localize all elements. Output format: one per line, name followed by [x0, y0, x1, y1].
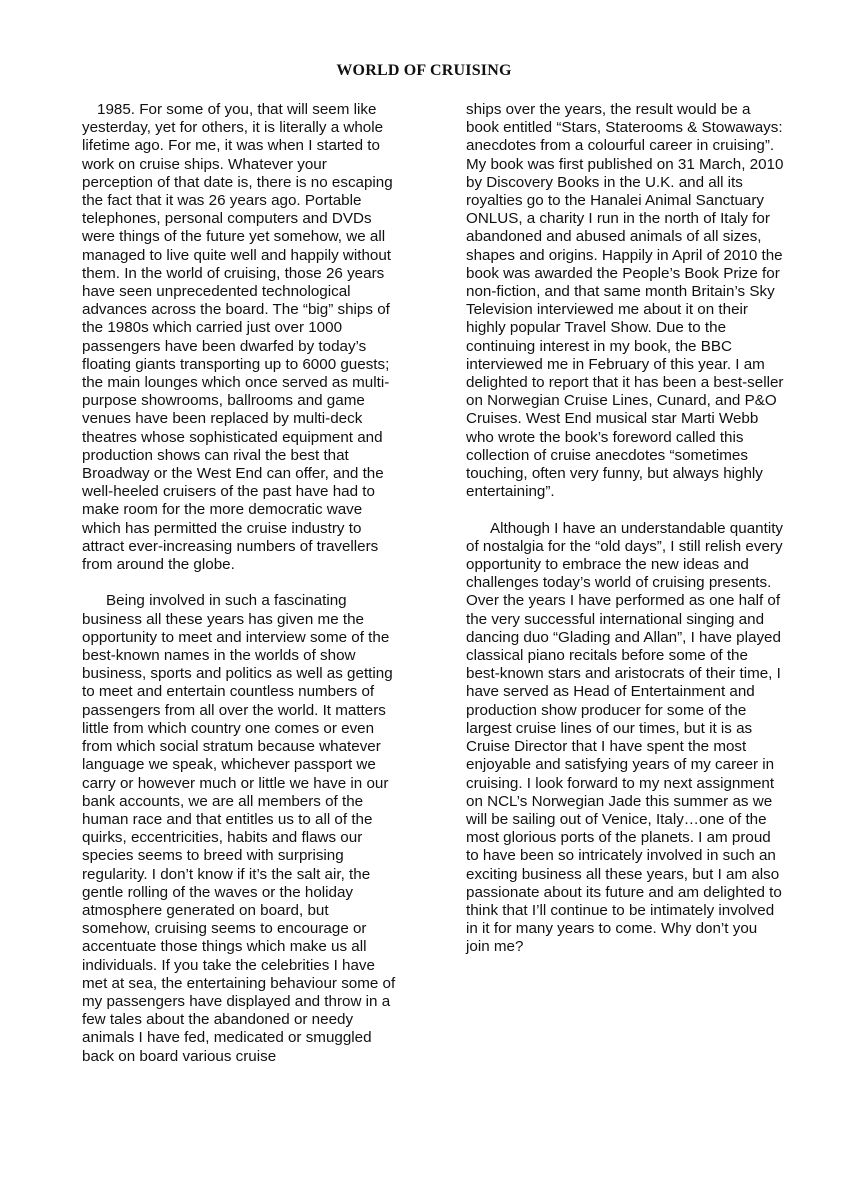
paragraph-book: ships over the years, the result would be a book entitled “Stars, Staterooms & Stowaways: anecdotes from a colourful career in cruising”. My book was first published on 31 March, 2010 by Discovery Books in the U.K. and all its royalties go to the Hanalei Animal Sanctuary ONLUS, a charity I run in the north of Italy for abandoned and abused animals of all sizes, shapes and origins. Happily in April of 2010 the book was awarded the People’s Book Prize for non-fiction, and that same month Britain’s Sky Television interviewed me about it on their highly popular Travel Show. Due to the continuing interest in my book, the BBC interviewed me in February of this year. I am delighted to report that it has been a best-seller on Norwegian Cruise Lines, Cunard, and P&O Cruises. West End musical star Marti Webb who wrote the book’s foreword called this collection of cruise anecdotes “sometimes touching, often very funny, but always highly entertaining”.: [466, 101, 784, 501]
left-column: [82, 101, 400, 1066]
right-column: [466, 101, 784, 957]
paragraph-being-involved: Being involved in such a fascinating business all these years has given me the opportunity to meet and interview some of the best-known names in the worlds of show business, sports and politics as well as getting to meet and entertain countless numbers of passengers from all over the world. It matters little from which country one comes or even from which social stratum because whatever language we speak, whichever passport we carry or however much or little we have in our bank accounts, we are all members of the human race and that entitles us to all of the quirks, eccentricities, habits and flaws our species seems to breed with surprising regularity. I don’t know if it’s the salt air, the gentle rolling of the waves or the holiday atmosphere generated on board, but somehow, cruising seems to encourage or accentuate those things which make us all individuals. If you take the celebrities I have met at sea, the entertaining behaviour some of my passengers have displayed and throw in a few tales about the abandoned or needy animals I have fed, medicated or smuggled back on board various cruise: [82, 592, 396, 1065]
page-title: WORLD OF CRUISING: [336, 62, 512, 79]
paragraph-nostalgia: Although I have an understandable quantity of nostalgia for the “old days”, I still relish every opportunity to embrace the new ideas and challenges today’s world of cruising presents. Over the years I have performed as one half of the very successful international singing and dancing duo “Glading and Allan”, I have played classical piano recitals before some of the best-known stars and aristocrats of their time, I have served as Head of Entertainment and production show producer for some of the largest cruise lines of our times, but it is as Cruise Director that I have spent the most enjoyable and satisfying years of my career in cruising. I look forward to my next assignment on NCL’s Norwegian Jade this summer as we will be sailing out of Venice, Italy…one of the most glorious ports of the planets. I am proud to have been so intricately involved in such an exciting business all these years, but I am also passionate about its future and am delighted to think that I’ll continue to be intimately involved in it for many years to come. Why don’t you join me?: [466, 519, 784, 956]
paragraph-1985: 1985. For some of you, that will seem like yesterday, yet for others, it is literally a whole lifetime ago. For me, it was when I started to work on cruise ships. Whatever your perception of that date is, there is no escaping the fact that it was 26 years ago. Portable telephones, personal computers and DVDs were things of the future yet somehow, we all managed to live quite well and happily without them. In the world of cruising, those 26 years have seen unprecedented technological advances across the board. The “big” ships of the 1980s which carried just over 1000 passengers have been dwarfed by today’s floating giants transporting up to 6000 guests; the main lounges which once served as multi-purpose showrooms, ballrooms and game venues have been replaced by multi-deck theatres whose sophisticated equipment and production shows can rival the best that Broadway or the West End can offer, and the well-heeled cruisers of the past have had to make room for the more democratic wave which has permitted the cruise industry to attract ever-increasing numbers of travellers from around the globe.: [82, 101, 393, 574]
